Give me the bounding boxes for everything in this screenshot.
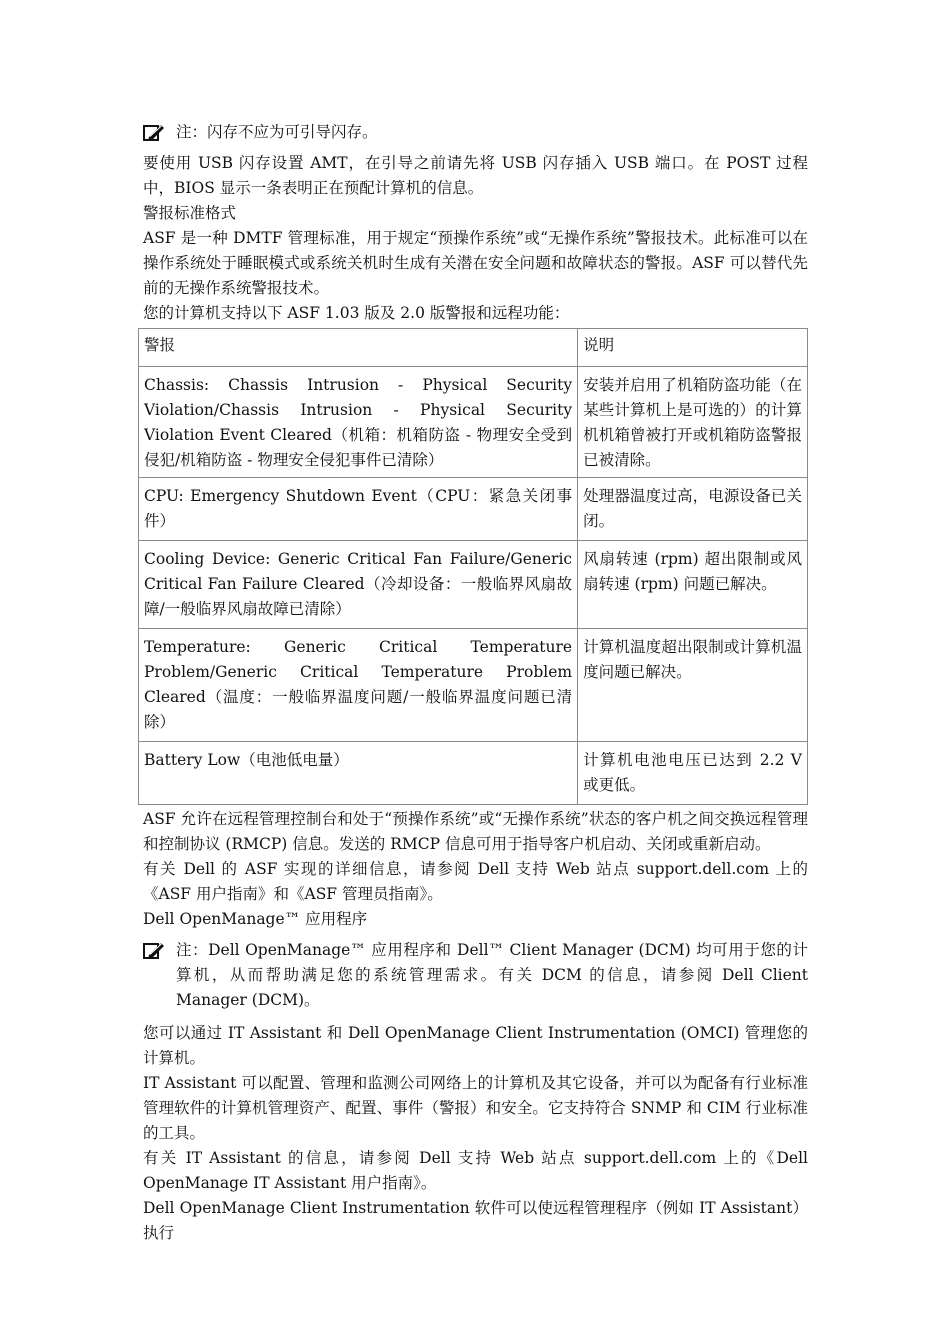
asf-heading: 警报标准格式 <box>143 204 237 222</box>
paragraph-omci: Dell OpenManage Client Instrumentation 软件可以使远程管理程序（例如 IT Assistant）执行 <box>143 1199 808 1242</box>
table-row <box>139 742 808 805</box>
openmanage-heading: Dell OpenManage™ 应用程序 <box>143 910 368 928</box>
paragraph-asf-intro: ASF 是一种 DMTF 管理标准，用于规定“预操作系统”或“无操作系统”警报技术。此标准可以在操作系统处于睡眠模式或系统关机时生成有关潜在安全问题和故障状态的警报。ASF 可以替代先前的无操作系统警报技术。 <box>143 229 808 297</box>
paragraph-usb: 要使用 USB 闪存设置 AMT，在引导之前请先将 USB 闪存插入 USB 端口。在 POST 过程中，BIOS 显示一条表明正在预配计算机的信息。 <box>143 154 808 197</box>
alert-cell: Temperature: Generic Critical Temperature Problem/Generic Critical Temperature Problem Cleared（温度：一般临界温度问题/一般临界温度问题已清除） <box>139 629 578 742</box>
note-flash-text: 注：闪存不应为可引导闪存。 <box>176 123 378 141</box>
table-row <box>139 541 808 629</box>
paragraph-it-assistant-more: 有关 IT Assistant 的信息，请参阅 Dell 支持 Web 站点 support.dell.com 上的《Dell OpenManage IT Assistant 用户指南》。 <box>143 1149 808 1192</box>
description-cell: 风扇转速 (rpm) 超出限制或风扇转速 (rpm) 问题已解决。 <box>578 541 808 629</box>
paragraph-it-assistant: IT Assistant 可以配置、管理和监测公司网络上的计算机及其它设备，并可以为配备有行业标准管理软件的计算机管理资产、配置、事件（警报）和安全。它支持符合 SNMP 和 CIM 行业标准的工具。 <box>143 1074 808 1142</box>
paragraph-asf-rmcp: ASF 允许在远程管理控制台和处于“预操作系统”或“无操作系统”状态的客户机之间交换远程管理和控制协议 (RMCP) 信息。发送的 RMCP 信息可用于指导客户机启动、关闭或重新启动。 <box>143 810 808 853</box>
description-cell: 计算机温度超出限制或计算机温度问题已解决。 <box>578 629 808 742</box>
paragraph-asf-support: 您的计算机支持以下 ASF 1.03 版及 2.0 版警报和远程功能： <box>143 304 570 322</box>
alert-cell: Chassis: Chassis Intrusion - Physical Security Violation/Chassis Intrusion - Physical Security Violation Event Cleared（机箱：机箱防盗 - 物理安全受到侵犯/机箱防盗 - 物理安全侵犯事件已清除） <box>139 367 578 478</box>
header-alert: 警报 <box>139 329 578 367</box>
alerts-table <box>138 328 808 805</box>
table-header-row <box>139 329 808 367</box>
content-column <box>143 120 808 1246</box>
note-pencil-icon <box>143 942 165 960</box>
note-pencil-icon <box>143 124 165 142</box>
description-cell: 计算机电池电压已达到 2.2 V 或更低。 <box>578 742 808 805</box>
table-row <box>139 478 808 541</box>
header-description: 说明 <box>578 329 808 367</box>
alert-cell: CPU: Emergency Shutdown Event（CPU：紧急关闭事件） <box>139 478 578 541</box>
note-dcm-text: 注：Dell OpenManage™ 应用程序和 Dell™ Client Manager (DCM) 均可用于您的计算机，从而帮助满足您的系统管理需求。有关 DCM 的信息，请参阅 Dell Client Manager (DCM)。 <box>176 941 808 1009</box>
paragraph-asf-more: 有关 Dell 的 ASF 实现的详细信息，请参阅 Dell 支持 Web 站点 support.dell.com 上的《ASF 用户指南》和《ASF 管理员指南》。 <box>143 860 808 903</box>
table-row <box>139 367 808 478</box>
description-cell: 处理器温度过高，电源设备已关闭。 <box>578 478 808 541</box>
description-cell: 安装并启用了机箱防盗功能（在某些计算机上是可选的）的计算机机箱曾被打开或机箱防盗警报已被清除。 <box>578 367 808 478</box>
table-row <box>139 629 808 742</box>
note-dcm <box>143 938 808 1013</box>
alert-cell: Cooling Device: Generic Critical Fan Failure/Generic Critical Fan Failure Cleared（冷却设备：一般临界风扇故障/一般临界风扇故障已清除） <box>139 541 578 629</box>
note-flash <box>143 120 808 145</box>
paragraph-manage-via: 您可以通过 IT Assistant 和 Dell OpenManage Client Instrumentation (OMCI) 管理您的计算机。 <box>143 1024 808 1067</box>
alert-cell: Battery Low（电池低电量） <box>139 742 578 805</box>
